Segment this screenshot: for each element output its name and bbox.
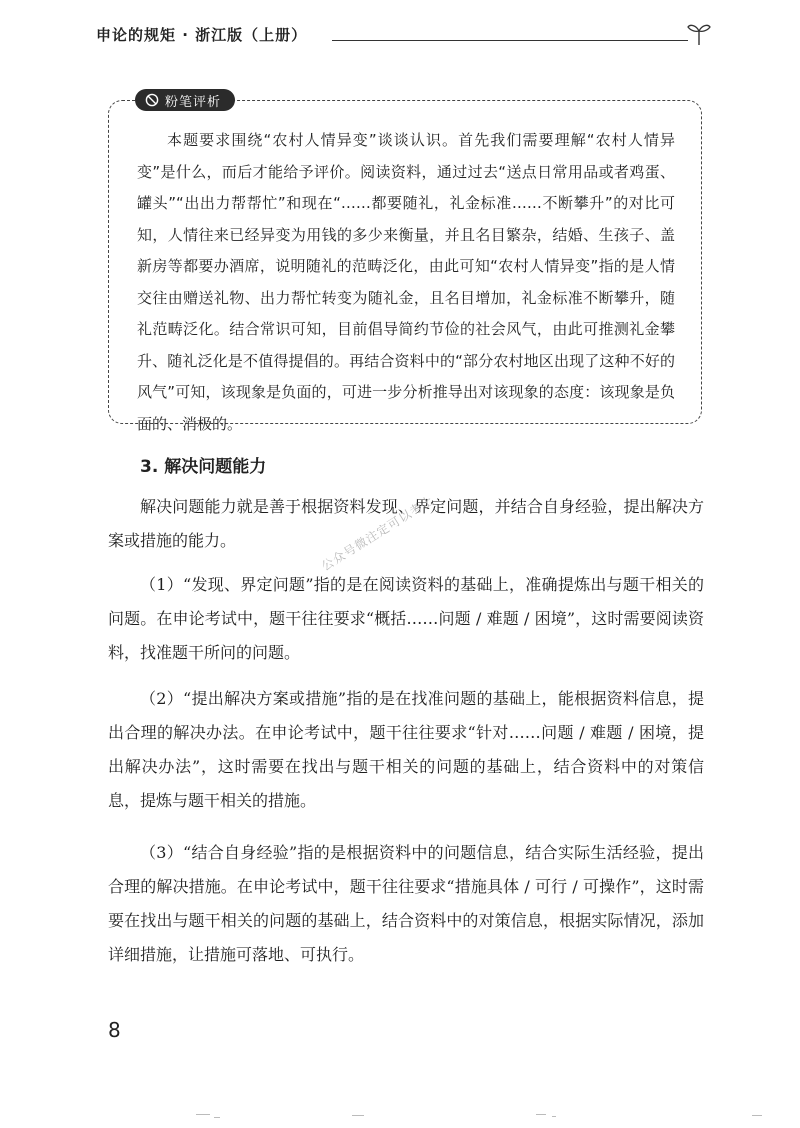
header-rule (332, 40, 688, 41)
paragraph-point-2: （2）“提出解决方案或措施”指的是在找准问题的基础上，能根据资料信息，提出合理的解决办法。在申论考试中，题干往往要求“针对……问题 / 难题 / 困境，提出解决办法”，这时需要在找出与题干相关的问题的基础上，结合资料中的对策信息，提炼与题干相关的措施。 (108, 689, 704, 810)
header-title: 申论的规矩 · 浙江版（上册） (96, 26, 308, 44)
scan-artifact (0, 1100, 800, 1128)
paragraph-intro: 解决问题能力就是善于根据资料发现、界定问题，并结合自身经验，提出解决方案或措施的能力。 (108, 497, 704, 550)
page-header (96, 20, 712, 50)
section-heading: 3. 解决问题能力 (140, 457, 267, 477)
ban-icon (145, 93, 159, 107)
analysis-text: 本题要求围绕“农村人情异变”谈谈认识。首先我们需要理解“农村人情异变”是什么，而后才能给予评价。阅读资料，通过过去“送点日常用品或者鸡蛋、罐头”“出出力帮帮忙”和现在“……都要随礼，礼金标准……不断攀升”的对比可知，人情往来已经异变为用钱的多少来衡量，并且名目繁杂，结婚、生孩子、盖新房等都要办酒席，说明随礼的范畴泛化，由此可知“农村人情异变”指的是人情交往由赠送礼物、出力帮忙转变为随礼金，且名目增加，礼金标准不断攀升，随礼范畴泛化。结合常识可知，目前倡导简约节俭的社会风气，由此可推测礼金攀升、随礼泛化是不值得提倡的。再结合资料中的“部分农村地区出现了这种不好的风气”可知，该现象是负面的，可进一步分析推导出对该现象的态度：该现象是负面的、消极的。 (137, 131, 675, 433)
paragraph-point-3: （3）“结合自身经验”指的是根据资料中的问题信息，结合实际生活经验，提出合理的解决措施。在申论考试中，题干往往要求“措施具体 / 可行 / 可操作”，这时需要在找出与题干相关的问题的基础上，结合资料中的对策信息，根据实际情况，添加详细措施，让措施可落地、可执行。 (108, 843, 704, 964)
analysis-box (108, 94, 702, 433)
analysis-label-text: 粉笔评析 (165, 94, 222, 110)
page-number: 8 (108, 1018, 121, 1042)
watermark: 公众号微注定可以考上 (319, 492, 437, 574)
sprout-icon (686, 20, 712, 46)
analysis-label (135, 89, 235, 111)
paragraph-point-1: （1）“发现、界定问题”指的是在阅读资料的基础上，准确提炼出与题干相关的问题。在申论考试中，题干往往要求“概括……问题 / 难题 / 困境”，这时需要阅读资料，找准题干所问的问题。 (108, 575, 704, 662)
